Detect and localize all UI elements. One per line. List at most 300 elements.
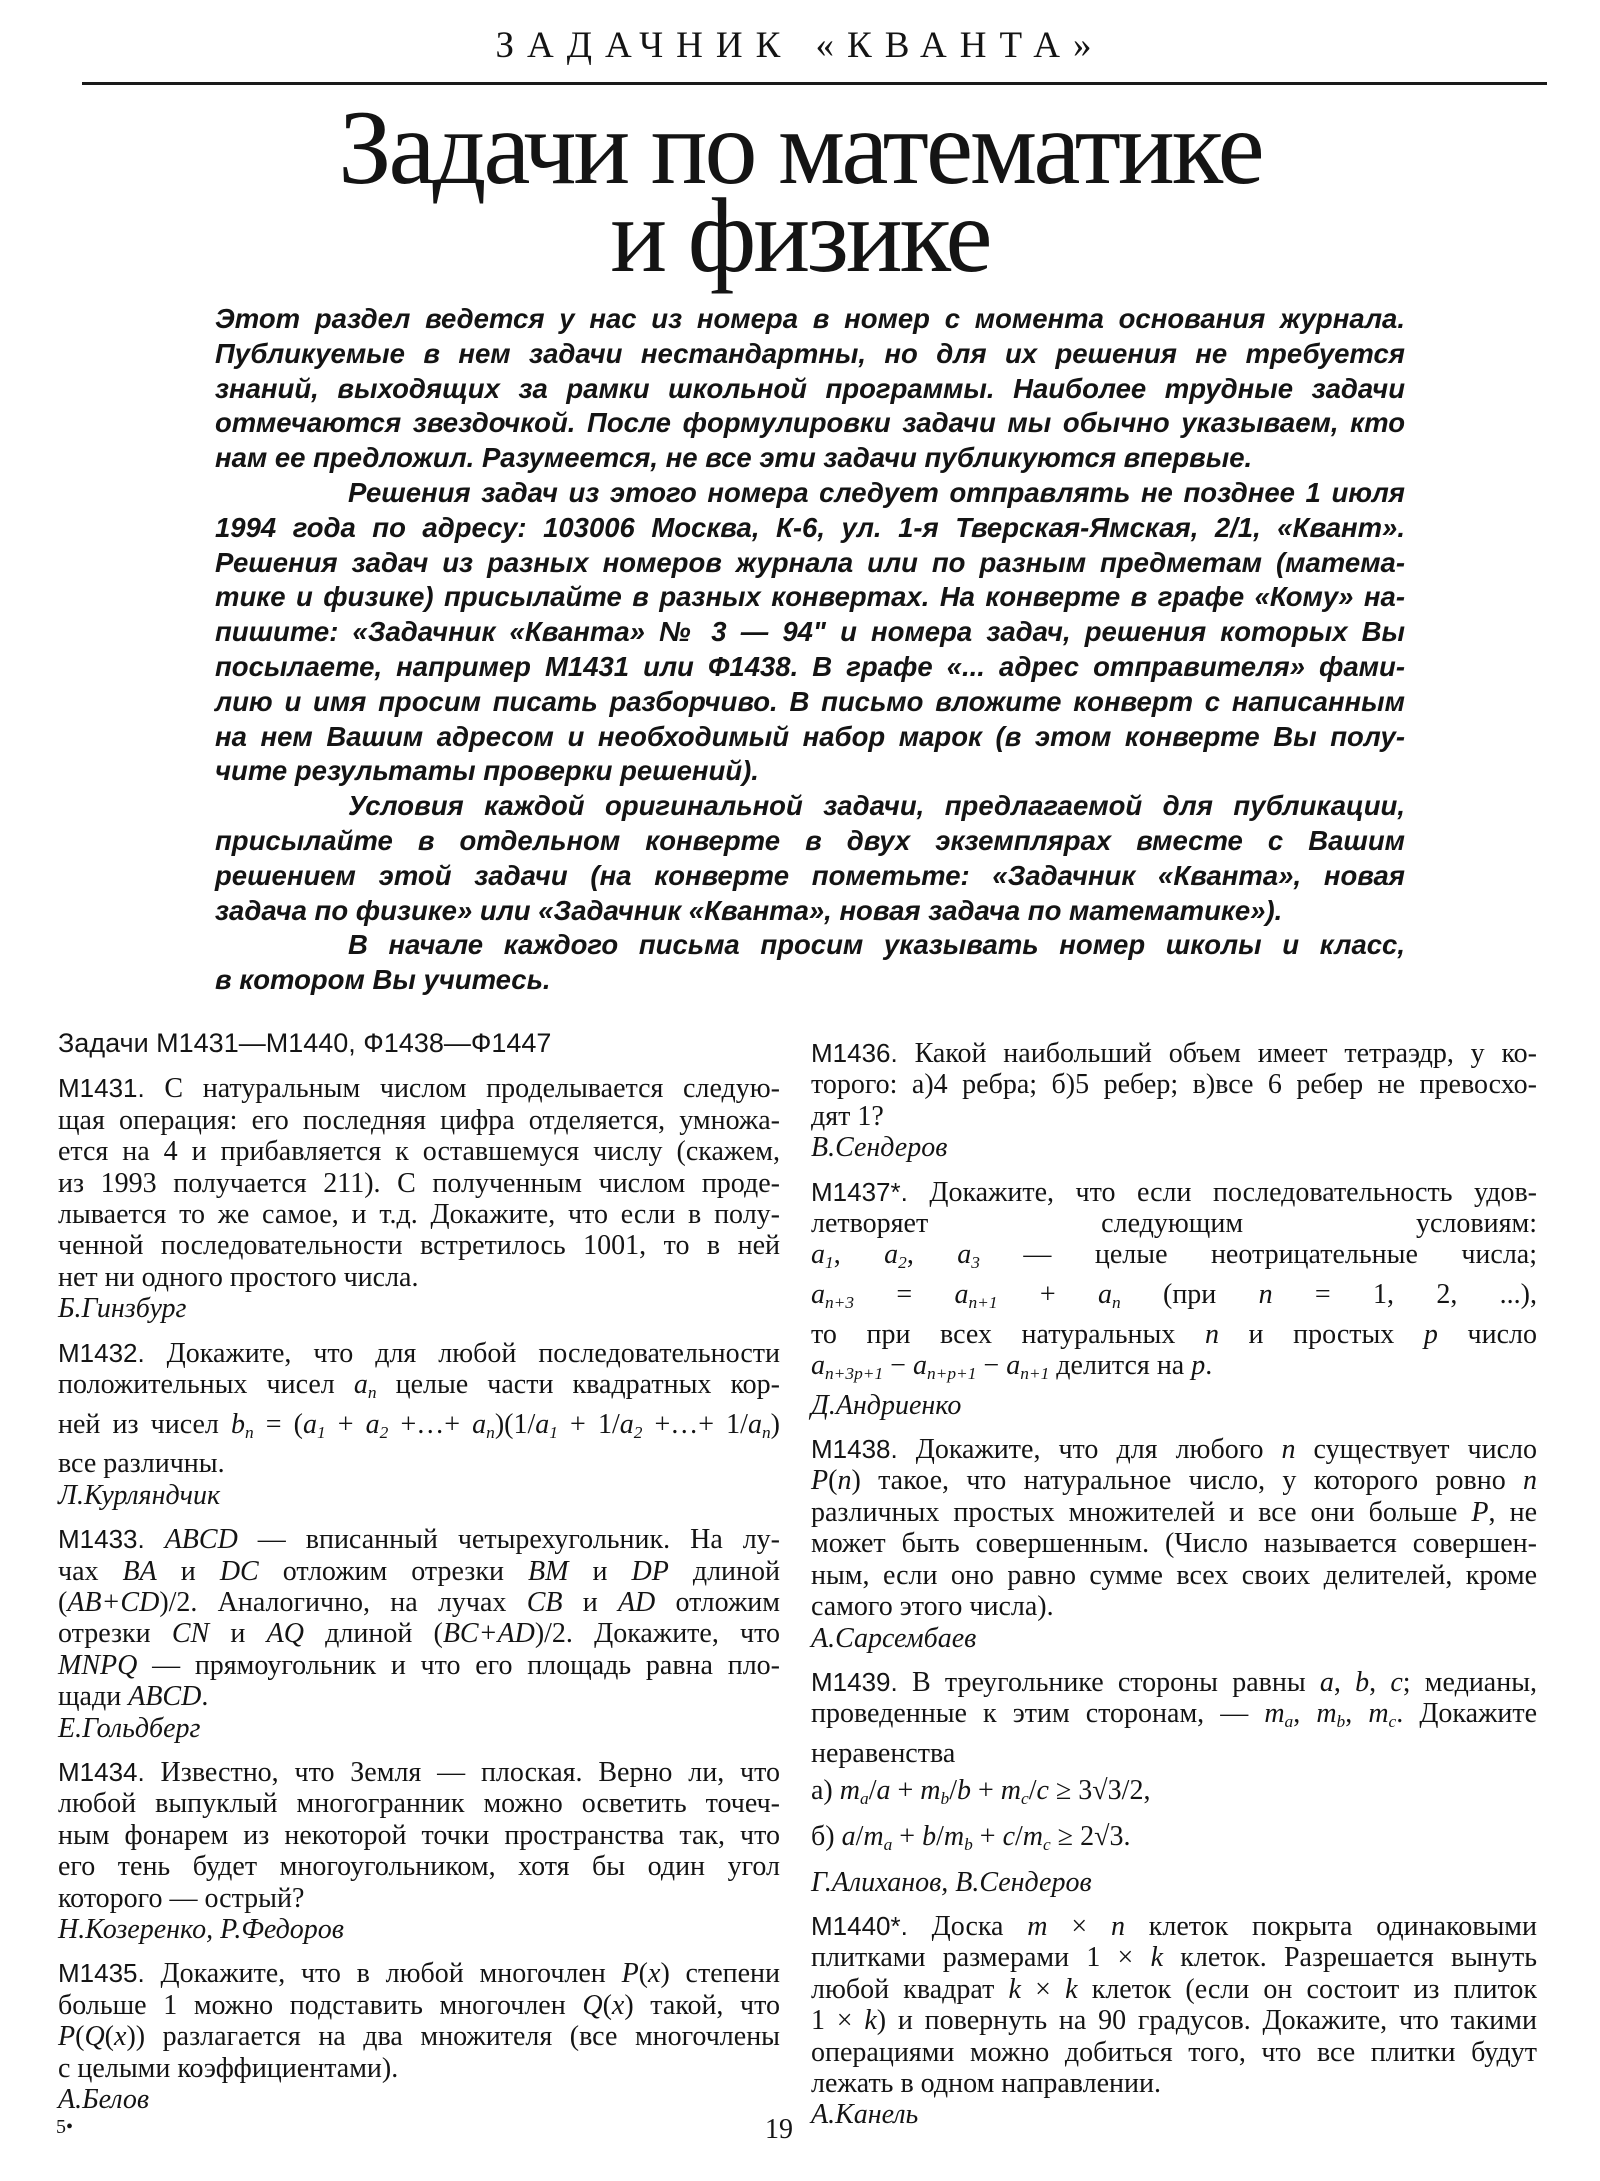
- math-subscript: n+1: [968, 1293, 998, 1313]
- text: щая операция: его последняя цифра отделяется, умножа-: [58, 1104, 780, 1136]
- math-subscript: 1: [316, 1422, 326, 1442]
- math-subscript: a: [883, 1835, 893, 1855]
- problem-line: [811, 1069, 1537, 1100]
- text: клеток покрыта одинаковыми: [1124, 1910, 1537, 1942]
- math-variable: b: [230, 1408, 245, 1440]
- math-variable: a: [912, 1350, 927, 1382]
- math-subscript: n: [486, 1422, 495, 1442]
- text: неравенства: [811, 1737, 956, 1769]
- text: плитками размерами 1 ×: [811, 1942, 1151, 1974]
- intro-line: на нем Вашим адресом и необходимый набор марок (в этом конверте Вы полу-: [215, 720, 1405, 752]
- text: ней из чисел: [58, 1408, 231, 1440]
- problem-line: [811, 2068, 1537, 2099]
- text: =: [854, 1279, 955, 1311]
- text: +: [972, 1820, 1003, 1852]
- math-subscript: n+3p+1: [825, 1364, 884, 1384]
- math-variable: n: [1258, 1279, 1273, 1311]
- problem-line: [811, 2037, 1537, 2068]
- math-variable: m: [1368, 1698, 1389, 1730]
- text: — вписанный четырехугольник. На лу-: [237, 1524, 780, 1556]
- intro-line: задача по физике» или «Задачник «Кванта», новая задача по математике»).: [215, 894, 1283, 926]
- text: операциями можно добиться того, что все плитки будут: [811, 2036, 1537, 2068]
- text: /: [936, 1820, 944, 1852]
- text: /: [868, 1775, 877, 1807]
- text: положительных чисел: [58, 1369, 354, 1401]
- math-subscript: b: [940, 1789, 950, 1809]
- math-subscript: 1: [825, 1253, 834, 1273]
- problem-number: М1431.: [58, 1073, 145, 1104]
- intro-line: Решения задач из этого номера следует отправлять не позднее 1 июля: [348, 476, 1405, 508]
- text: самого этого числа).: [811, 1591, 1054, 1623]
- text: отложим отрезки: [258, 1555, 528, 1587]
- text: ется на 4 и прибавляется к оставшемуся числу (скажем,: [58, 1136, 780, 1168]
- text: торого: а)4 ребра; б)5 ребер; в)все 6 ребер не превосхо-: [811, 1069, 1537, 1101]
- problem-line: [811, 1775, 1537, 1815]
- math-subscript: 2: [898, 1253, 907, 1273]
- text: /: [949, 1775, 957, 1807]
- intro-line: Решения задач из разных номеров журнала или по разным предметам (матема-: [215, 546, 1405, 578]
- math-variable: a: [365, 1408, 380, 1440]
- math-variable: k: [864, 2005, 877, 2037]
- text: +: [970, 1775, 1001, 1807]
- intro-text: [215, 302, 1405, 998]
- problem-line: [58, 1958, 780, 1989]
- math-variable: a: [353, 1369, 368, 1401]
- problem: [811, 1434, 1537, 1654]
- math-variable: a: [957, 1239, 972, 1271]
- text: . Докажите: [1396, 1698, 1538, 1730]
- problem-line: [58, 1681, 780, 1712]
- math-variable: m: [1027, 1910, 1048, 1942]
- intro-line: отмечаются звездочкой. После формулировки задачи мы обычно указываем, кто: [215, 407, 1405, 439]
- problem-line: [811, 1434, 1537, 1465]
- problem-line: [58, 1448, 780, 1479]
- problem: [811, 1911, 1537, 2131]
- problem-line: [58, 1883, 780, 1914]
- text: дят 1?: [811, 1100, 884, 1132]
- problem-line: [58, 1168, 780, 1199]
- text: ): [770, 1408, 780, 1440]
- text: целые части квадратных кор-: [376, 1369, 780, 1401]
- problem-line: [811, 1465, 1537, 1496]
- problem: [58, 1757, 780, 1945]
- math-variable: P: [811, 1465, 829, 1497]
- math-variable: BC+AD: [442, 1618, 535, 1650]
- problem-number: М1436.: [811, 1038, 898, 1068]
- math-subscript: n: [244, 1422, 254, 1442]
- problem-line: [811, 1821, 1537, 1861]
- math-variable: ABCD: [128, 1681, 202, 1713]
- math-variable: BM: [527, 1555, 569, 1587]
- page-title-line-2: и физике: [610, 177, 990, 294]
- text: нет ни одного простого числа.: [58, 1261, 419, 1293]
- intro-line: посылаете, например М1431 или Ф1438. В графе «... адрес отправителя» фами-: [215, 650, 1405, 682]
- text: ,: [1333, 1666, 1356, 1698]
- problem-line: [58, 1073, 780, 1104]
- math-variable: b: [956, 1775, 971, 1807]
- text: 1 ×: [811, 2005, 865, 2037]
- intro-line: тике и физике) присылайте в разных конвертах. На конверте в графе «Кому» на-: [215, 581, 1405, 613]
- math-variable: k: [1150, 1942, 1164, 1974]
- text: ; медианы,: [1402, 1666, 1538, 1698]
- problem-line: [811, 1101, 1537, 1132]
- math-subscript: n+p+1: [926, 1364, 977, 1384]
- intro-line: Условия каждой оригинальной задачи, предлагаемой для публикации,: [348, 790, 1405, 822]
- text: ) и повернуть на 90 градусов. Докажите, что такими: [876, 2005, 1537, 2037]
- problem-line: [58, 2053, 780, 2084]
- intro-line: В начале каждого письма просим указывать номер школы и класс,: [348, 929, 1405, 961]
- text: +: [890, 1775, 921, 1807]
- math-variable: a: [811, 1239, 825, 1271]
- text: ,: [1369, 1666, 1391, 1698]
- problem: [811, 1667, 1537, 1898]
- problem-line: [58, 1556, 780, 1587]
- text: с целыми коэффициентами).: [58, 2052, 399, 2084]
- section-kicker: ЗАДАЧНИК «КВАНТА»: [495, 25, 1105, 66]
- text: число: [1437, 1318, 1537, 1350]
- math-variable: m: [1000, 1775, 1021, 1807]
- text: Докажите, что для любого: [897, 1434, 1282, 1466]
- header-rule: [82, 82, 1547, 85]
- math-variable: a: [876, 1775, 891, 1807]
- right-column: [811, 1038, 1537, 2144]
- text: длиной: [668, 1555, 781, 1587]
- problem-number: М1437*.: [811, 1176, 908, 1207]
- problem-author: А.Сарсембаев: [811, 1622, 977, 1654]
- text: любой квадрат: [811, 1973, 1009, 2005]
- math-variable: n: [837, 1465, 852, 1497]
- problem-line: [811, 1974, 1537, 2005]
- text: лывается то же самое, и т.д. Докажите, что если в полу-: [58, 1199, 780, 1231]
- intro-line: лию и имя просим писать разборчиво. В письмо вложите конверт с написанным: [215, 685, 1405, 717]
- text: делится на: [1049, 1350, 1192, 1382]
- problem-line: [811, 1667, 1537, 1698]
- math-variable: x: [648, 1958, 661, 1990]
- problem: [811, 1038, 1537, 1164]
- math-variable: n: [1204, 1318, 1219, 1350]
- math-variable: P: [1471, 1496, 1489, 1528]
- text: /: [855, 1820, 864, 1852]
- math-variable: m: [1264, 1698, 1285, 1730]
- problem-line: [811, 1038, 1537, 1069]
- problem-line: [58, 1524, 780, 1555]
- problem: [58, 1524, 780, 1744]
- intro-line: 1994 года по адресу: 103006 Москва, К-6, ул. 1-я Тверская-Ямская, 2/1, «Квант».: [215, 511, 1405, 543]
- intro-line: чите результаты проверки решений).: [215, 755, 759, 787]
- text: ,: [1293, 1698, 1317, 1730]
- text: чах: [58, 1555, 123, 1587]
- math-variable: m: [920, 1775, 941, 1807]
- math-variable: a: [1006, 1350, 1021, 1382]
- text: Докажите, что в любой многочлен: [144, 1958, 622, 1990]
- text: (: [638, 1958, 648, 1990]
- math-variable: P: [621, 1958, 639, 1990]
- text: Доска: [907, 1910, 1028, 1942]
- math-variable: AD: [617, 1586, 656, 1618]
- math-subscript: 2: [633, 1422, 643, 1442]
- math-variable: a: [841, 1820, 856, 1852]
- text: летворяет следующим условиям:: [811, 1208, 1537, 1240]
- text: отложим: [655, 1586, 781, 1618]
- text: + 1/: [557, 1408, 620, 1440]
- problem-number: М1438.: [811, 1434, 898, 1465]
- math-subscript: n+1: [1020, 1364, 1050, 1384]
- text: ным фонарем из некоторой точки пространства так, что: [58, 1819, 780, 1851]
- problem-line: [811, 1591, 1537, 1622]
- math-subscript: c: [1043, 1835, 1051, 1855]
- math-subscript: c: [1388, 1712, 1397, 1732]
- problem-line: [811, 1177, 1537, 1208]
- text: щади: [58, 1681, 129, 1713]
- math-variable: AB+CD: [67, 1586, 160, 1618]
- math-subscript: b: [964, 1835, 973, 1855]
- text: С натуральным числом проделывается следую-: [144, 1073, 780, 1105]
- problems-heading: Задачи М1431—М1440, Ф1438—Ф1447: [58, 1028, 552, 1058]
- problem-author: В.Сендеров: [811, 1132, 948, 1164]
- problem-author: Г.Алиханов, В.Сендеров: [811, 1866, 1092, 1898]
- math-variable: a: [535, 1408, 550, 1440]
- text: = 1, 2, ...),: [1272, 1279, 1537, 1311]
- signature-mark: 5•: [56, 2116, 74, 2138]
- problem-author: Н.Козеренко, Р.Федоров: [58, 1913, 344, 1945]
- text: клеток (если он состоит из плиток: [1077, 1973, 1537, 2005]
- text: Докажите, что если последовательность удов-: [907, 1176, 1537, 1208]
- problem-author: Д.Андриенко: [811, 1389, 962, 1421]
- problem-line: [58, 1587, 780, 1618]
- math-subscript: a: [860, 1789, 869, 1809]
- math-variable: ABCD: [164, 1524, 238, 1556]
- math-variable: AQ: [266, 1618, 304, 1650]
- problem-line: [811, 1279, 1537, 1319]
- text: то при всех натуральных: [811, 1318, 1205, 1350]
- text: )) разлагается на два множителя (все многочлены: [126, 2021, 780, 2053]
- page-title-line-1: Задачи по математике: [338, 89, 1262, 206]
- intro-line: нам ее предложил. Разумеется, не все эти задачи публикуются впервые.: [215, 442, 1253, 474]
- text: ченной последовательности встретилось 1001, то в ней: [58, 1230, 780, 1262]
- math-variable: BA: [122, 1555, 157, 1587]
- text: и: [568, 1555, 632, 1587]
- problem-line: [811, 1698, 1537, 1738]
- problem-author: Б.Гинзбург: [58, 1293, 187, 1325]
- math-variable: m: [863, 1820, 884, 1852]
- math-variable: DC: [219, 1555, 259, 1587]
- problem-line: [811, 1560, 1537, 1591]
- problem-line: [811, 1239, 1537, 1279]
- text: +…+ 1/: [642, 1408, 748, 1440]
- text: любой выпуклый многогранник можно осветить точеч-: [58, 1788, 780, 1820]
- text: проведенные к этим сторонам, —: [811, 1698, 1265, 1730]
- problem-line: [58, 1105, 780, 1136]
- problem-line: [811, 2005, 1537, 2036]
- math-subscript: b: [1336, 1712, 1346, 1732]
- text: и: [156, 1555, 220, 1587]
- text: В треугольнике стороны равны: [897, 1666, 1320, 1698]
- math-variable: CB: [526, 1586, 563, 1618]
- problem-line: [58, 1230, 780, 1261]
- math-variable: a: [811, 1279, 825, 1311]
- problem-line: [811, 1942, 1537, 1973]
- math-variable: k: [1008, 1973, 1021, 2005]
- math-variable: b: [922, 1820, 937, 1852]
- text: отрезки: [58, 1618, 172, 1650]
- intro-line: решением этой задачи (на конверте пометьте: «Задачник «Кванта», новая: [215, 859, 1405, 891]
- text: больше 1 можно подставить многочлен: [58, 1989, 583, 2021]
- intro-line: Публикуемые в нем задачи нестандартны, но для их решения не требуется: [215, 337, 1405, 369]
- text: — прямоугольник и что его площадь равна пло-: [137, 1649, 780, 1681]
- problem-line: [811, 1911, 1537, 1942]
- math-subscript: 1: [549, 1422, 558, 1442]
- math-variable: a: [954, 1279, 969, 1311]
- problem-line: [58, 1788, 780, 1819]
- problem-number: М1435.: [58, 1958, 145, 1989]
- problem-line: [811, 1528, 1537, 1559]
- text: (при: [1120, 1279, 1259, 1311]
- math-variable: m: [943, 1820, 965, 1852]
- problem-author: А.Канель: [811, 2099, 919, 2131]
- math-subscript: n: [1112, 1293, 1121, 1313]
- text: [145, 1524, 165, 1555]
- text: ≥ 3√3/2,: [1048, 1775, 1151, 1807]
- problem: [811, 1177, 1537, 1421]
- problem-line: [58, 1618, 780, 1649]
- problem-line: [811, 1738, 1537, 1769]
- text: (: [104, 2021, 114, 2053]
- text: ×: [1047, 1910, 1111, 1942]
- math-variable: m: [1022, 1820, 1044, 1852]
- math-variable: x: [611, 1989, 625, 2021]
- problem: [58, 1073, 780, 1324]
- text: ×: [1020, 1973, 1066, 2005]
- problem-line: [58, 1820, 780, 1851]
- text: , не: [1488, 1496, 1537, 1528]
- text: Какой наибольший объем имеет тетраэдр, у ко-: [897, 1038, 1537, 1069]
- text: — целые неотрицательные числа;: [979, 1239, 1537, 1271]
- text: лежать в одном направлении.: [811, 2068, 1161, 2099]
- math-variable: c: [1390, 1666, 1403, 1698]
- text: .: [1205, 1350, 1213, 1382]
- problem-line: [811, 1319, 1537, 1350]
- text: (: [828, 1465, 838, 1497]
- text: ,: [833, 1239, 885, 1271]
- text: (: [75, 2021, 85, 2053]
- text: −: [976, 1350, 1007, 1382]
- math-variable: n: [1110, 1910, 1125, 1942]
- math-variable: a: [619, 1408, 634, 1440]
- text: и: [562, 1586, 618, 1618]
- text: )(1/: [494, 1408, 536, 1440]
- math-variable: p: [1191, 1350, 1206, 1382]
- text: из 1993 получается 211). С полученным числом проде-: [58, 1167, 780, 1199]
- math-variable: a: [811, 1350, 825, 1382]
- text: )/2. Докажите, что: [534, 1618, 780, 1650]
- text: различных простых множителей и все они больше: [811, 1496, 1472, 1528]
- text: = (: [253, 1408, 303, 1440]
- text: ) такое, что натуральное число, у которого ровно: [851, 1465, 1523, 1497]
- math-subscript: n: [367, 1383, 377, 1403]
- text: ,: [906, 1239, 958, 1271]
- problem: [58, 1958, 780, 2115]
- problem-line: [58, 1650, 780, 1681]
- math-subscript: n: [761, 1422, 771, 1442]
- text: )/2. Аналогично, на лучах: [159, 1586, 527, 1618]
- math-variable: n: [1523, 1465, 1537, 1497]
- problem-number: М1433.: [58, 1524, 145, 1555]
- math-variable: a: [302, 1408, 317, 1440]
- math-variable: n: [1281, 1434, 1296, 1466]
- problem-author: Л.Курляндчик: [58, 1479, 221, 1511]
- text: б): [811, 1820, 842, 1852]
- problem-line: [58, 1262, 780, 1293]
- math-variable: CN: [171, 1618, 210, 1650]
- math-variable: a: [747, 1408, 762, 1440]
- text: (: [602, 1989, 612, 2021]
- problem-line: [58, 1199, 780, 1230]
- math-variable: a: [884, 1239, 899, 1271]
- math-subscript: 3: [971, 1253, 980, 1273]
- math-variable: k: [1065, 1973, 1078, 2005]
- problem-line: [811, 1497, 1537, 1528]
- text: /: [1028, 1775, 1037, 1807]
- text: ) такой, что: [624, 1989, 780, 2021]
- text: .: [201, 1681, 209, 1713]
- text: все различны.: [58, 1448, 225, 1480]
- math-variable: P: [58, 2021, 76, 2053]
- text: ) степени: [660, 1958, 780, 1990]
- math-variable: a: [1319, 1666, 1334, 1698]
- intro-line: Этот раздел ведется у нас из номера в номер с момента основания журнала.: [215, 303, 1405, 334]
- text: /: [1015, 1820, 1023, 1852]
- problem-line: [58, 1136, 780, 1167]
- problem-number: М1432.: [58, 1337, 145, 1368]
- text: длиной (: [303, 1618, 443, 1650]
- math-subscript: a: [1284, 1712, 1294, 1732]
- text: −: [883, 1350, 913, 1382]
- text: +…+: [388, 1408, 473, 1440]
- text: Известно, что Земля — плоская. Верно ли, что: [144, 1756, 780, 1788]
- math-variable: b: [1355, 1666, 1370, 1698]
- math-variable: Q: [582, 1989, 603, 2021]
- problem-line: [811, 1208, 1537, 1239]
- intro-line: в котором Вы учитесь.: [215, 964, 551, 996]
- text: и простых: [1218, 1318, 1424, 1350]
- math-subscript: 2: [379, 1422, 389, 1442]
- text: его тень будет многоугольником, хотя бы один угол: [58, 1851, 780, 1883]
- text: и: [209, 1618, 267, 1650]
- text: а): [811, 1775, 840, 1807]
- math-variable: m: [1316, 1698, 1337, 1730]
- problem-number: М1434.: [58, 1756, 145, 1787]
- math-variable: c: [1002, 1820, 1016, 1852]
- text: +: [325, 1408, 366, 1440]
- intro-line: присылайте в отдельном конверте в двух экземплярах вместе с Вашим: [215, 824, 1405, 856]
- intro-line: знаний, выходящих за рамки школьной программы. Наиболее трудные задачи: [215, 372, 1405, 404]
- problem-line: [58, 1851, 780, 1882]
- problem-number: М1440*.: [811, 1910, 908, 1941]
- text: Докажите, что для любой последовательности: [144, 1337, 780, 1369]
- math-subscript: c: [1021, 1789, 1029, 1809]
- math-variable: a: [1098, 1279, 1112, 1311]
- text: ≥ 2√3.: [1050, 1820, 1131, 1852]
- intro-line: пишите: «Задачник «Кванта» № 3 — 94" и номера задач, решения которых Вы: [215, 616, 1405, 648]
- text: может быть совершенным. (Число называется совершен-: [811, 1528, 1537, 1560]
- math-variable: c: [1036, 1775, 1049, 1807]
- text: (: [58, 1586, 68, 1618]
- math-variable: m: [839, 1775, 860, 1807]
- math-variable: x: [114, 2021, 127, 2053]
- problem-line: [58, 1990, 780, 2021]
- problem-author: Е.Гольдберг: [58, 1712, 201, 1744]
- problem-line: [58, 1409, 780, 1449]
